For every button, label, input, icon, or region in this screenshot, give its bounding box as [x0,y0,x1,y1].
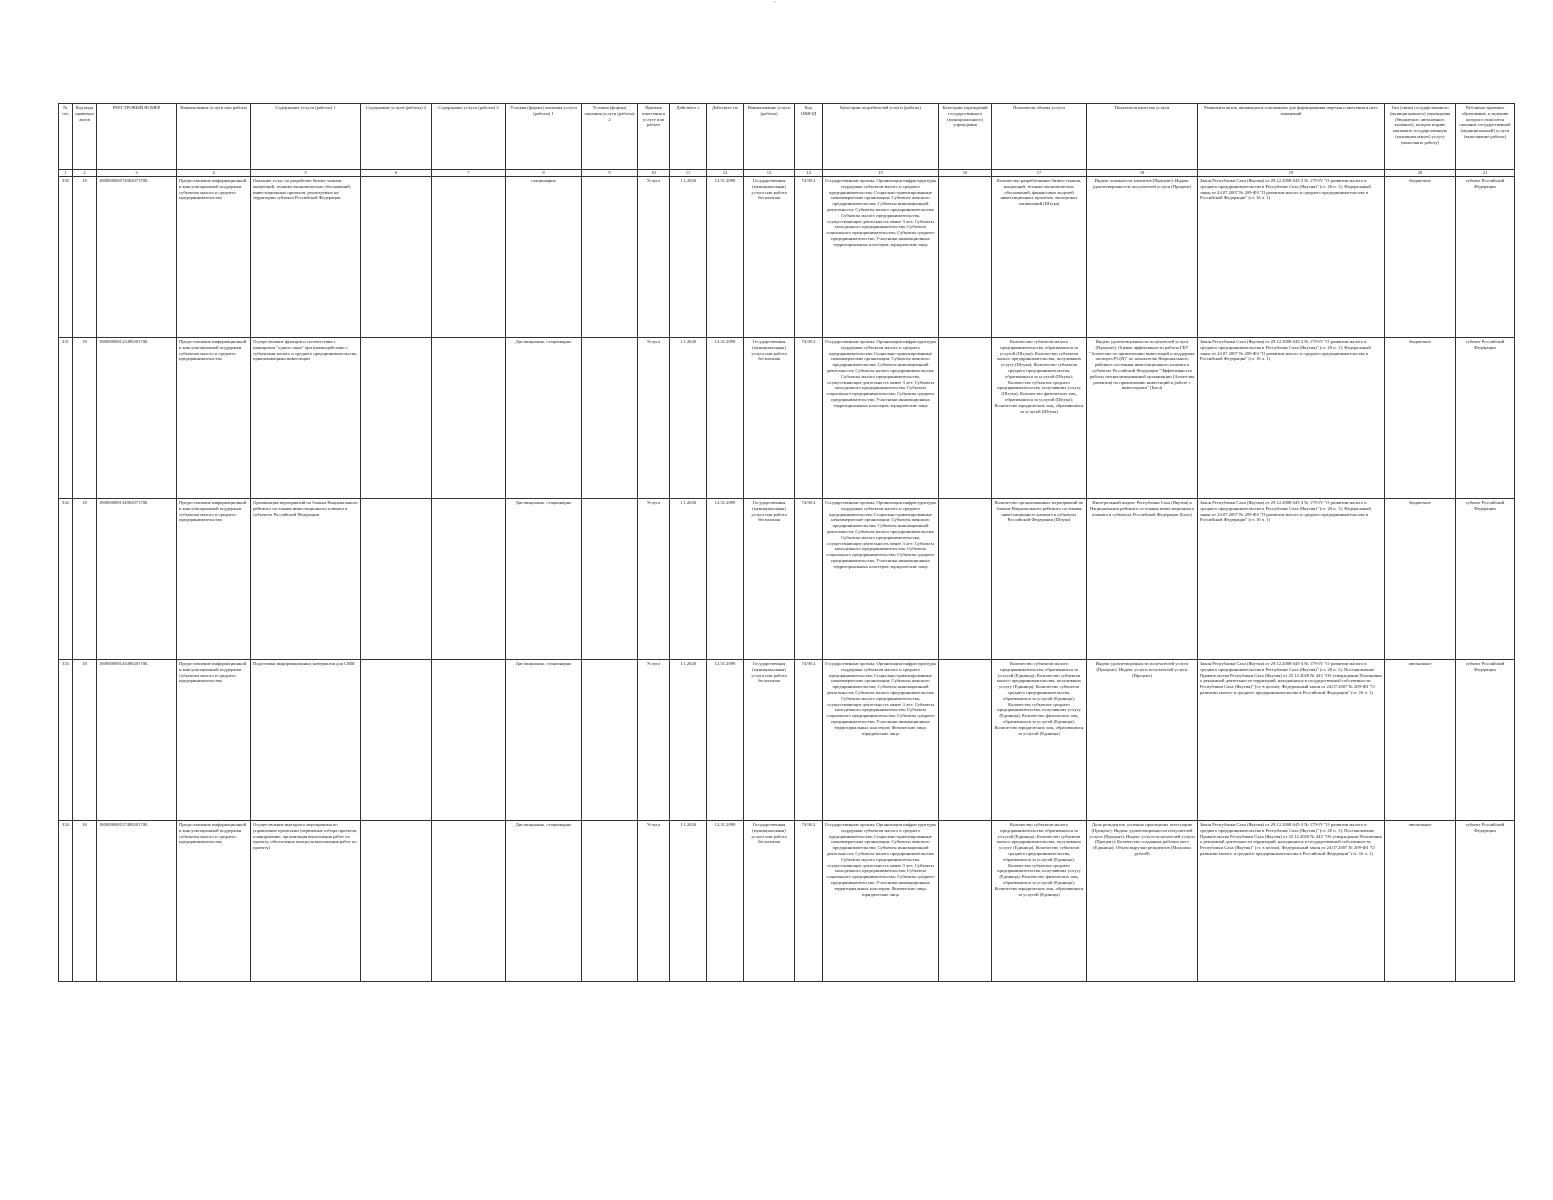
service-type: Государственная (муниципальная) услуга или работа бесплатная [744,660,795,821]
column-number: 21 [1456,170,1515,177]
quality-indicators: Индекс лояльности клиентов (Процент); Индекс удовлетворенности получателей услуги (Процент) [1087,177,1198,338]
act-code: 18 [73,338,97,499]
valid-from: 1.1.2026 [670,177,707,338]
column-number: 2 [73,170,97,177]
service-condition-1: Дистанционно, стационарно [506,660,582,821]
institution-categories [939,660,992,821]
table-row [59,499,1515,660]
service-content-3 [432,499,506,660]
header-cell: Код вида правовых актов [73,104,97,170]
header-cell: Публично-правовое образование, к ведению которого относится оказание государственной (муниципальной) услуги (выполнение работы) [1456,104,1515,170]
header-cell: РЕЕСТРОВЫЙ НОМЕР [97,104,177,170]
header-cell: Действует с [670,104,707,170]
okved-code: 74.90.2 [795,821,823,982]
row-number: 331 [59,338,73,499]
service-sign: Услуга [638,338,670,499]
consumer-categories: Государственные органы; Организации инфраструктуры поддержки субъектов малого и среднего предпринимательства; Социально-ориентированные некоммерческие организации; Субъекты женского предпринимательства; Субъекты инновационной деятельности; Субъекты малого предпринимательства; Субъекты малого предпринимательства, осуществляющие деятельность менее 3 лет; Субъекты молодежного предпринимательства; Субъекты социального предпринимательства; Субъекты среднего предпринимательства; Участники инновационных территориальных кластеров; Физические лица; юридические лица [823,821,939,982]
column-number-row [59,170,1515,177]
service-condition-2 [582,660,638,821]
header-cell: Код ОКВЭД [795,104,823,170]
header-cell: Содержание услуги (работы) 1 [251,104,361,170]
column-number: 12 [707,170,744,177]
service-condition-2 [582,338,638,499]
okved-code: 74.90.2 [795,338,823,499]
service-sign: Услуга [638,499,670,660]
header-cell: Содержание услуги (работы) 3 [432,104,506,170]
service-condition-1: Дистанционно, стационарно [506,821,582,982]
header-cell: Содержание услуги (работы) 2 [361,104,432,170]
column-number: 16 [939,170,992,177]
service-content-2 [361,177,432,338]
registry-table [58,103,1515,982]
legal-acts: Закон Республики Саха (Якутия) от 29.12.2008 645-З № 179-IV "О развитии малого и среднего предпринимательства в Республике Саха (Якутия)" (ст. 28 п. 1); Постановление Правительства Республики Саха (Якутия) от 25.12.2020 № 443 "Об утверждении Положения о рекламной деятельности территорий, находящихся в государственной собственности Республики Саха (Якутия)" (ст. в целом); Федеральный закон от 24.07.2007 № 209-ФЗ "О развитии малого и среднего предпринимательства в Российской Федерации" (ст. 16 ч. 1) [1198,821,1385,982]
service-condition-2 [582,177,638,338]
header-cell: Условия (формы) оказания услуги (работы) 2 [582,104,638,170]
column-number: 14 [795,170,823,177]
service-condition-1: Дистанционно, стационарно [506,499,582,660]
column-number: 8 [506,170,582,177]
public-entity: субъект Российской Федерации [1456,660,1515,821]
service-content-1: Организация мероприятий по блокам Национального рейтинга состояния инвестиционного климата в субъектах Российской Федерации [251,499,361,660]
act-code: 18 [73,821,97,982]
service-name: Предоставление информационной и консультационной поддержки субъектам малого и среднего предпринимательства [177,177,251,338]
service-condition-2 [582,821,638,982]
column-number: 18 [1087,170,1198,177]
institution-categories [939,499,992,660]
column-number: 5 [251,170,361,177]
institution-categories [939,338,992,499]
column-number: 10 [638,170,670,177]
consumer-categories: Государственные органы; Организации инфраструктуры поддержки субъектов малого и среднего предпринимательства; Социально-ориентированные некоммерческие организации; Субъекты женского предпринимательства; Субъекты инновационной деятельности; Субъекты малого предпринимательства; Субъекты малого предпринимательства, осуществляющие деятельность менее 3 лет; Субъекты молодежного предпринимательства; Субъекты социального предпринимательства; Субъекты среднего предпринимательства; Участники инновационных территориальных кластеров; Физические лица; юридические лица [823,660,939,821]
service-name: Предоставление информационной и консультационной поддержки субъектам малого и среднего предпринимательства [177,821,251,982]
service-content-1: Оказание услуг по разработке бизнес-планов, концепций, технико-экономических обоснований, инвестиционных проектов, реализуемых на территории субъекта Российской Федерации [251,177,361,338]
volume-indicators: Количество субъектов малого предпринимательства, обратившихся за услугой (Штука); Количество субъектов малого предпринимательства, получивших услугу (Штука); Количество субъектов среднего предпринимательства, обратившихся за услугой (Штука); Количество субъектов среднего предпринимательства, получивших услугу (Штука); Количество физических лиц, обратившихся за услугой (Штука); Количество юридических лиц, обратившихся за услугой (Штука) [992,338,1087,499]
valid-to: 12.31.2099 [707,821,744,982]
column-number: 6 [361,170,432,177]
valid-from: 1.1.2026 [670,660,707,821]
registry-number: 18000000015749020170Б [97,821,177,982]
column-number: 15 [823,170,939,177]
service-content-2 [361,821,432,982]
service-content-2 [361,499,432,660]
act-code: 18 [73,177,97,338]
header-cell: Наименование услуги (работы) [744,104,795,170]
valid-from: 1.1.2026 [670,821,707,982]
act-code: 18 [73,660,97,821]
valid-from: 1.1.2026 [670,499,707,660]
institution-type: бюджетное [1385,338,1456,499]
row-number: 334 [59,821,73,982]
header-cell: Категории потребителей услуги (работы) [823,104,939,170]
table-row [59,660,1515,821]
service-content-3 [432,338,506,499]
valid-from: 1.1.2026 [670,338,707,499]
quality-indicators: Интегральный индекс Республики Саха (Якутия) в Национальном рейтинге состояния инвестиционного климата в субъектах Российской Федерации (Балл) [1087,499,1198,660]
service-condition-1: стационарно [506,177,582,338]
okved-code: 74.90.2 [795,177,823,338]
header-cell: Показатели качества услуги [1087,104,1198,170]
service-content-1: Осуществление выездного мероприятия по управлению проектами (первичные отбора проектов, планирование, организация выполнения работ по проекту, обеспечение контроля выполнения работ по проекту) [251,821,361,982]
column-number: 13 [744,170,795,177]
header-cell: Условия (формы) оказания услуги (работы) 1 [506,104,582,170]
service-condition-2 [582,499,638,660]
registry-number: 18000000012349020170Б [97,338,177,499]
volume-indicators: Количество разработанных бизнес-планов, концепций, технико-экономических обоснований, финансовых моделей инвестиционных проектов, экспертных заключений (Штука) [992,177,1087,338]
row-number: 332 [59,499,73,660]
registry-number: 18000000014349020170Б [97,660,177,821]
institution-type: бюджетное [1385,499,1456,660]
column-number: 17 [992,170,1087,177]
public-entity: субъект Российской Федерации [1456,499,1515,660]
volume-indicators: Количество субъектов малого предпринимательства, обратившихся за услугой (Единица); Количество субъектов малого предпринимательства, получивших услугу (Единица); Количество субъектов среднего предпринимательства, обратившихся за услугой (Единица); Количество субъектов среднего предпринимательства, получивших услугу (Единица); Количество физических лиц, обратившихся за услугой (Единица); Количество юридических лиц, обратившихся за услугой (Единица) [992,660,1087,821]
service-sign: Услуга [638,660,670,821]
table-row [59,821,1515,982]
quality-indicators: Индекс удовлетворенности получателей услуги (Процент); Оценка эффективности работы ГБУ "Агентство по привлечению инвестиций и поддержке экспорта РС(Я)" по показателю Национального рейтинга состояния инвестиционного климата в субъектах Российской Федерации "Эффективность работы специализированной организации (Агентства развития) по привлечению инвестиций и работе с инвесторами" (Балл) [1087,338,1198,499]
column-number: 11 [670,170,707,177]
service-type: Государственная (муниципальная) услуга или работа бесплатная [744,499,795,660]
service-type: Государственная (муниципальная) услуга или работа бесплатная [744,338,795,499]
header-cell: Признак отнесения к услуге или работе [638,104,670,170]
quality-indicators: Доля резидентов, успешно прошедших аттестацию (Процент); Индекс удовлетворенности получателей услуги (Процент); Индекс услуги получателей услуги (Процент); Количество созданных рабочих мест (Единица); Объем выручки резидентов (Миллион рублей) [1087,821,1198,982]
service-content-3 [432,821,506,982]
registry-number: 18000000013490207170Б [97,499,177,660]
column-number: 1 [59,170,73,177]
institution-type: автономное [1385,821,1456,982]
header-cell: № п/п [59,104,73,170]
row-number: 333 [59,660,73,821]
header-cell: Действует по [707,104,744,170]
legal-acts: Закон Республики Саха (Якутия) от 29.12.2008 645-З № 179-IV "О развитии малого и среднего предпринимательства в Республике Саха (Якутия)" (ст. 28 п. 1); Постановление Правительства Республики Саха (Якутия) от 25.12.2020 № 443 "Об утверждении Положения о рекламной деятельности территорий, находящихся в государственной собственности Республики Саха (Якутия)" (ст. в целом); Федеральный закон от 24.07.2007 № 209-ФЗ "О развитии малого и среднего предпринимательства в Российской Федерации" (ст. 16 ч. 1) [1198,660,1385,821]
header-row [59,104,1515,170]
institution-categories [939,821,992,982]
institution-type: бюджетное [1385,177,1456,338]
institution-type: автономное [1385,660,1456,821]
valid-to: 12.31.2099 [707,499,744,660]
public-entity: субъект Российской Федерации [1456,338,1515,499]
valid-to: 12.31.2099 [707,338,744,499]
valid-to: 12.31.2099 [707,660,744,821]
public-entity: субъект Российской Федерации [1456,821,1515,982]
consumer-categories: Государственные органы; Организации инфраструктуры поддержки субъектов малого и среднего предпринимательства; Социально-ориентированные некоммерческие организации; Субъекты женского предпринимательства; Субъекты инновационной деятельности; Субъекты малого предпринимательства; Субъекты малого предпринимательства, осуществляющие деятельность менее 3 лет; Субъекты молодежного предпринимательства; Субъекты социального предпринимательства; Субъекты среднего предпринимательства; Участники инновационных территориальных кластеров; юридические лица [823,177,939,338]
service-content-3 [432,660,506,821]
header-cell: Тип (типы) государственного (муниципального) учреждения (бюджетное, автономное, казенное), которое вправе оказывать государственную (муниципальную) услугу (выполнять работу) [1385,104,1456,170]
service-content-2 [361,660,432,821]
quality-indicators: Индекс удовлетворенности получателей услуги (Процент); Индекс услуги получателей услуги (Процент) [1087,660,1198,821]
column-number: 20 [1385,170,1456,177]
volume-indicators: Количество организованных мероприятий по блокам Национального рейтинга состояния инвестиционного климата в субъектах Российской Федерации (Штука) [992,499,1087,660]
legal-acts: Закон Республики Саха (Якутия) от 29.12.2008 645-З № 179-IV "О развитии малого и среднего предпринимательства в Республике Саха (Якутия)" (ст. 28 п. 1); Федеральный закон от 24.07.2007 № 209-ФЗ "О развитии малого и среднего предпринимательства в Российской Федерации" (ст. 16 ч. 1) [1198,177,1385,338]
legal-acts: Закон Республики Саха (Якутия) от 29.12.2008 645-З № 179-IV "О развитии малого и среднего предпринимательства в Республике Саха (Якутия)" (ст. 28 п. 1); Федеральный закон от 24.07.2007 № 209-ФЗ "О развитии малого и среднего предпринимательства в Российской Федерации" (ст. 16 ч. 1) [1198,499,1385,660]
volume-indicators: Количество субъектов малого предпринимательства, обратившихся за услугой (Единица); Количество субъектов малого предпринимательства, получивших услугу (Единица); Количество субъектов среднего предпринимательства, обратившихся за услугой (Единица); Количество субъектов среднего предпринимательства, получивших услугу (Единица); Количество физических лиц, обратившихся за услугой (Единица); Количество юридических лиц, обратившихся за услугой (Единица) [992,821,1087,982]
valid-to: 12.31.2099 [707,177,744,338]
institution-categories [939,177,992,338]
table-row [59,338,1515,499]
service-name: Предоставление информационной и консультационной поддержки субъектам малого и среднего предпринимательства [177,338,251,499]
header-cell: Категории учреждений государственного (муниципального) учреждения [939,104,992,170]
header-cell: Наименование услуги или работы [177,104,251,170]
public-entity: субъект Российской Федерации [1456,177,1515,338]
legal-acts: Закон Республики Саха (Якутия) от 29.12.2008 645-З № 179-IV "О развитии малого и среднего предпринимательства в Республике Саха (Якутия)" (ст. 28 п. 1); Федеральный закон от 24.07.2007 № 209-ФЗ "О развитии малого и среднего предпринимательства в Российской Федерации" (ст. 16 ч. 1) [1198,338,1385,499]
column-number: 7 [432,170,506,177]
service-sign: Услуга [638,821,670,982]
service-sign: Услуга [638,177,670,338]
page-marker: ~ [773,0,777,6]
service-type: Государственная (муниципальная) услуга или работа бесплатная [744,177,795,338]
okved-code: 74.90.2 [795,660,823,821]
column-number: 9 [582,170,638,177]
header-cell: Показатели объема услуги [992,104,1087,170]
service-content-1: Подготовка информационных материалов для СМИ [251,660,361,821]
column-number: 3 [97,170,177,177]
table-row [59,177,1515,338]
service-condition-1: Дистанционно, стационарно [506,338,582,499]
service-content-1: Осуществление функции и соответствия с принципом "одного окна" при взаимодействии с субъектами малого и среднего предпринимательства, привлекающими инвестиции [251,338,361,499]
header-cell: Реквизиты актов, являющихся основанием для формирования перечня и внесения в него изменений [1198,104,1385,170]
act-code: 18 [73,499,97,660]
row-number: 330 [59,177,73,338]
column-number: 4 [177,170,251,177]
consumer-categories: Государственные органы; Организации инфраструктуры поддержки субъектов малого и среднего предпринимательства; Социально-ориентированные некоммерческие организации; Субъекты женского предпринимательства; Субъекты инновационной деятельности; Субъекты малого предпринимательства; Субъекты малого предпринимательства, осуществляющие деятельность менее 3 лет; Субъекты молодежного предпринимательства; Субъекты социального предпринимательства; Субъекты среднего предпринимательства; Участники инновационных территориальных кластеров; юридические лица [823,499,939,660]
service-type: Государственная (муниципальная) услуга или работа бесплатная [744,821,795,982]
registry-number: 18000000057490207170Б [97,177,177,338]
service-content-2 [361,338,432,499]
service-name: Предоставление информационной и консультационной поддержки субъектам малого и среднего предпринимательства [177,660,251,821]
column-number: 19 [1198,170,1385,177]
consumer-categories: Государственные органы; Организации инфраструктуры поддержки субъектов малого и среднего предпринимательства; Социально-ориентированные некоммерческие организации; Субъекты женского предпринимательства; Субъекты инновационной деятельности; Субъекты малого предпринимательства; Субъекты малого предпринимательства, осуществляющие деятельность менее 3 лет; Субъекты молодежного предпринимательства; Субъекты социального предпринимательства; Субъекты среднего предпринимательства; Участники инновационных территориальных кластеров; юридические лица [823,338,939,499]
service-content-3 [432,177,506,338]
service-name: Предоставление информационной и консультационной поддержки субъектам малого и среднего предпринимательства [177,499,251,660]
okved-code: 74.90.2 [795,499,823,660]
